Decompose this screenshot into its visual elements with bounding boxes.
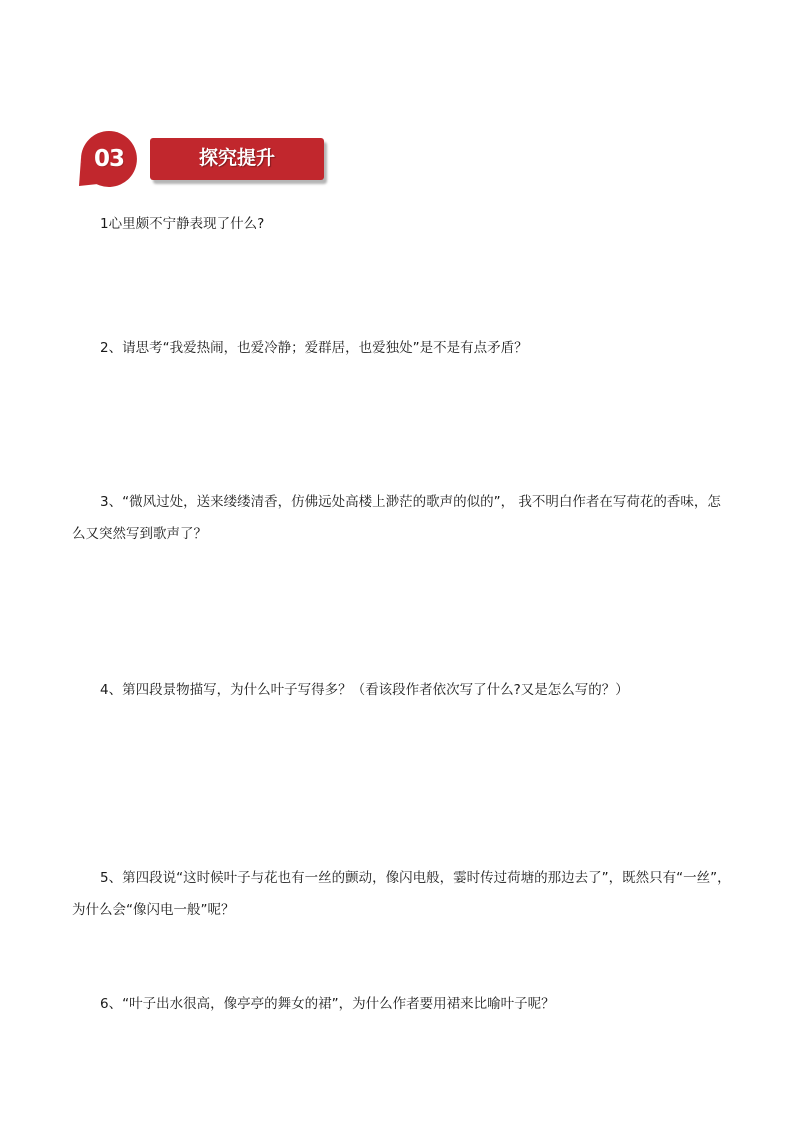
question-6: 6、“叶子出水很高，像亭亭的舞女的裙”，为什么作者要用裙来比喻叶子呢？ — [100, 996, 555, 1012]
question-1: 1心里颇不宁静表现了什么? — [100, 216, 265, 232]
question-4: 4、第四段景物描写，为什么叶子写得多？（看该段作者依次写了什么?又是怎么写的？） — [100, 682, 629, 698]
question-2: 2、请思考“我爱热闹，也爱冷静；爱群居，也爱独处”是不是有点矛盾？ — [100, 340, 528, 356]
section-header — [78, 128, 328, 190]
question-5: 5、第四段说“这时候叶子与花也有一丝的颤动，像闪电般，霎时传过荷塘的那边去了”，既然只有“一丝”，为什么会“像闪电一般”呢？ — [72, 870, 731, 918]
question-3: 3、“微风过处，送来缕缕清香，仿佛远处高楼上渺茫的歌声的似的”， 我不明白作者在写荷花的香味，怎么又突然写到歌声了？ — [72, 494, 721, 542]
section-title-banner — [150, 138, 324, 180]
section-number: 03 — [93, 146, 124, 172]
section-number-badge — [78, 128, 140, 190]
section-title: 探究提升 — [198, 147, 275, 169]
